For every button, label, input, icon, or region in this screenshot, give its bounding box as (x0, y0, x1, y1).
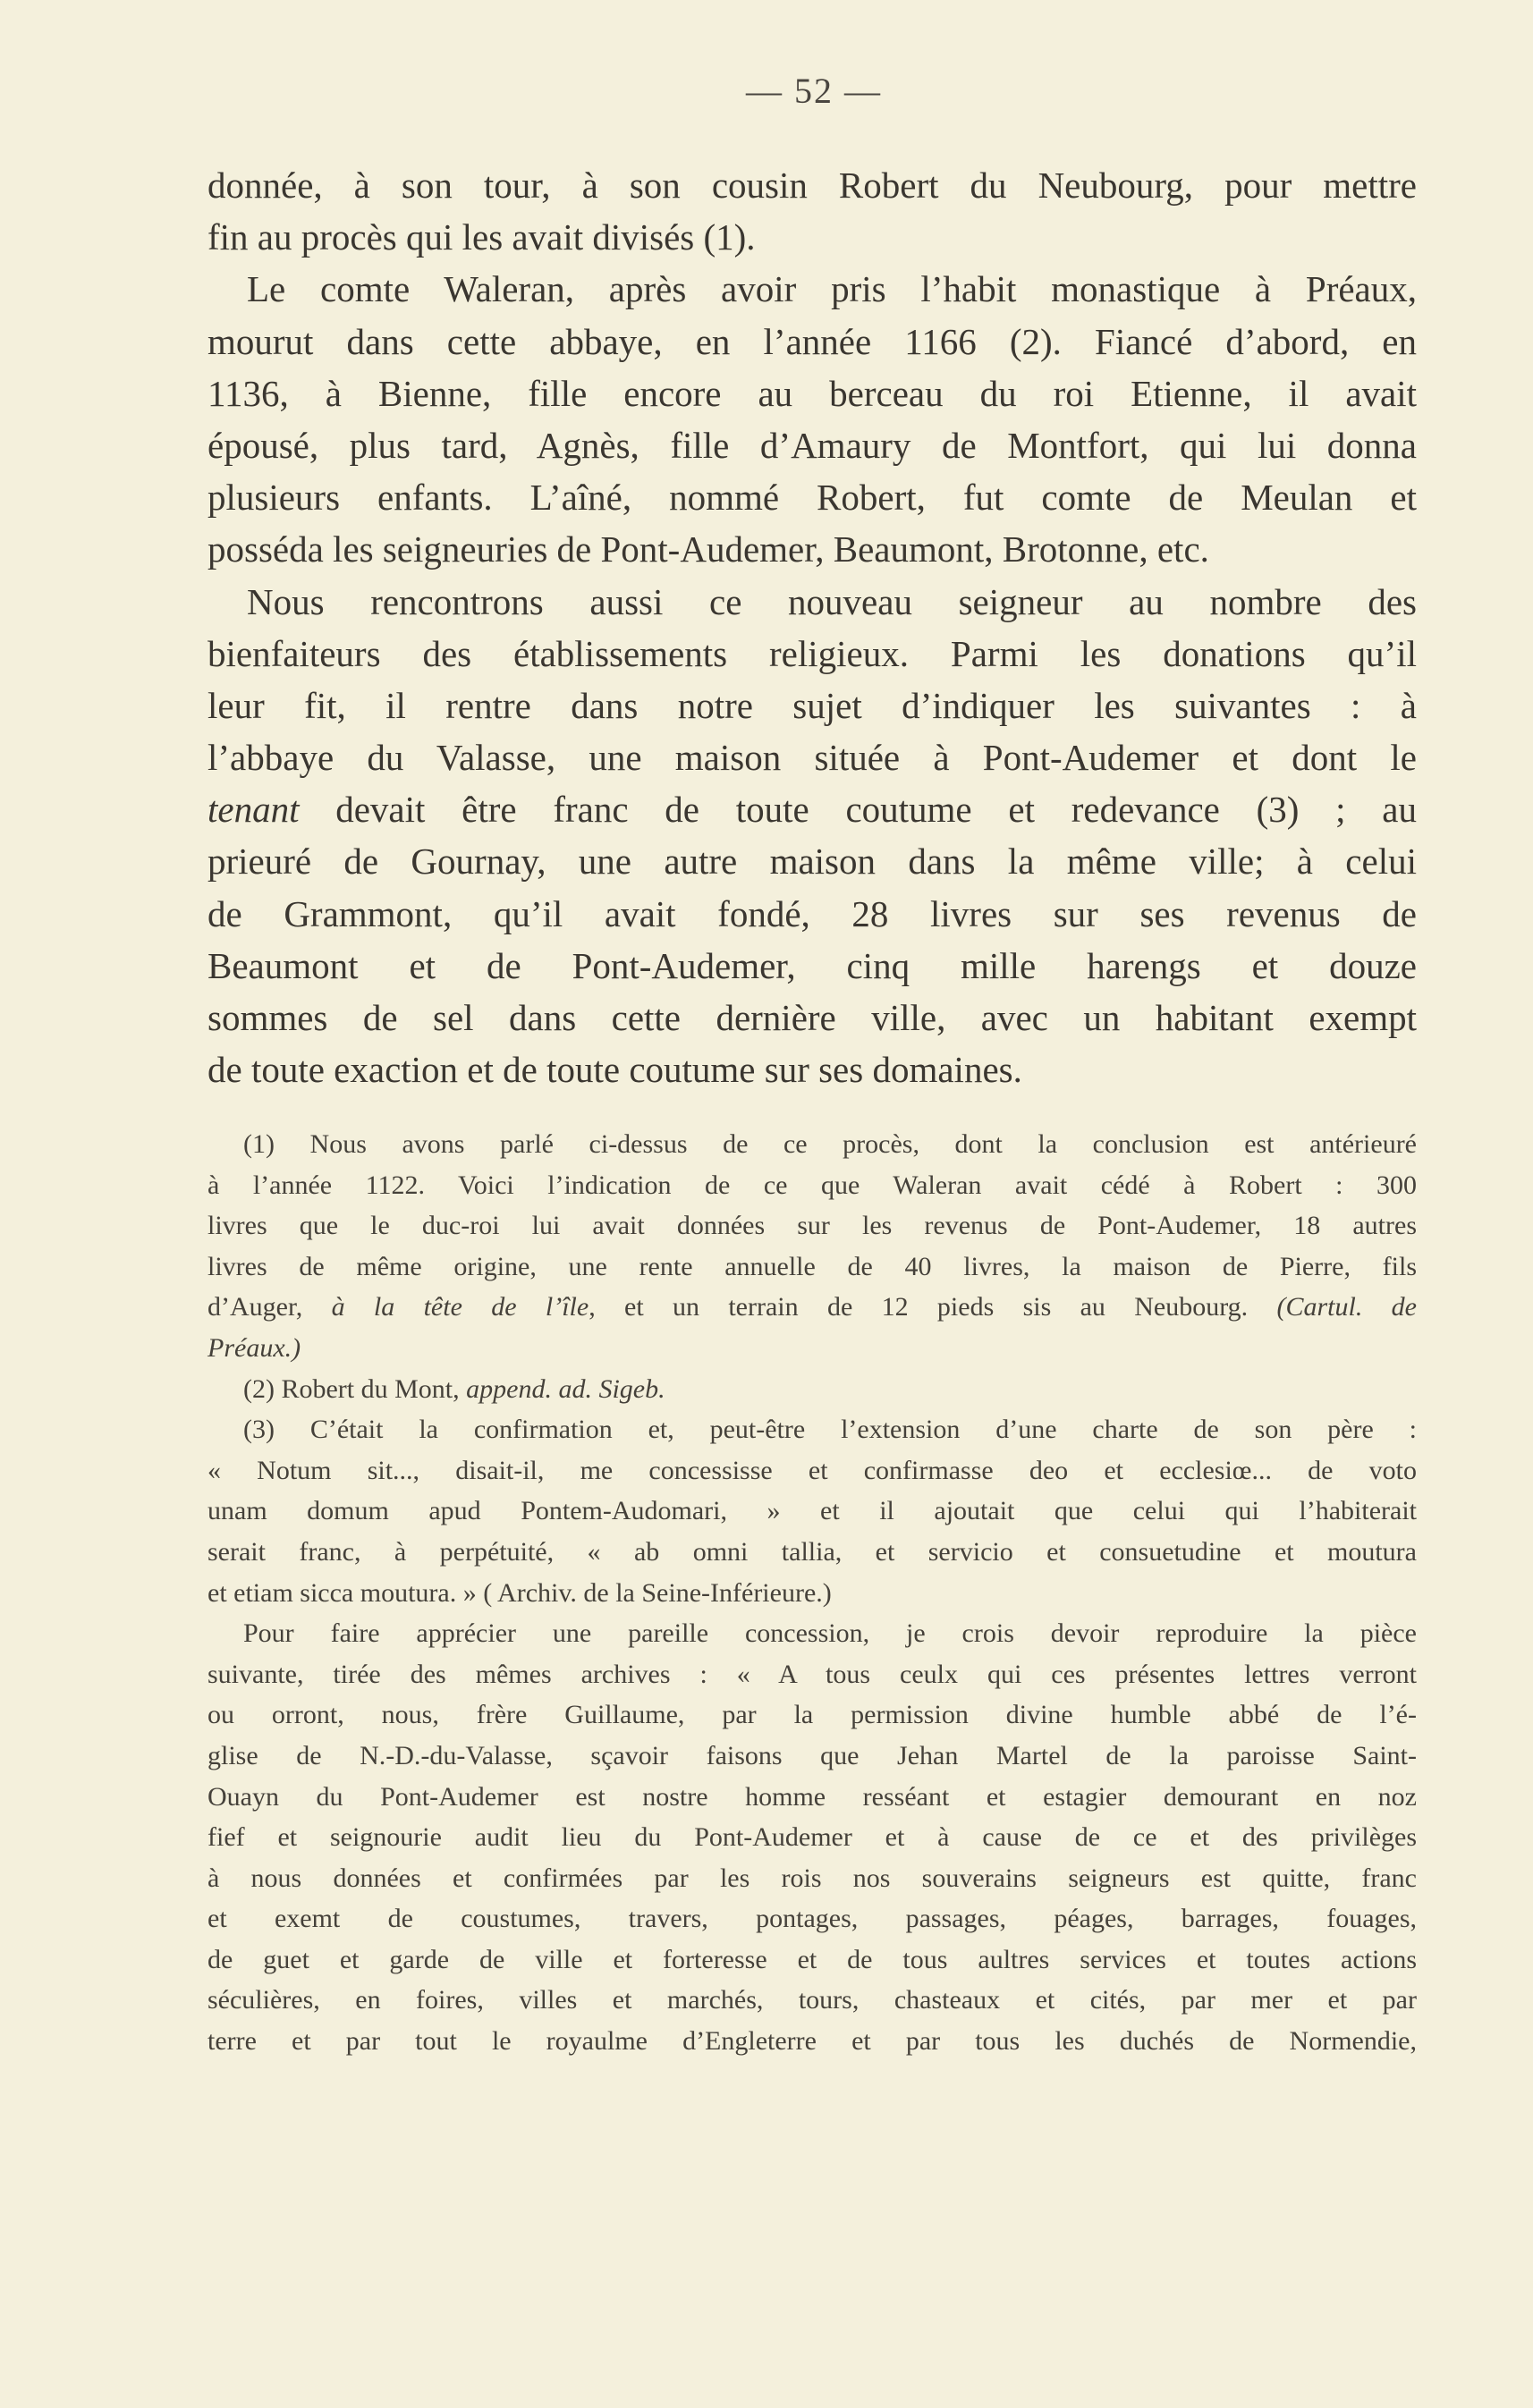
page-number: — 52 — (746, 71, 882, 111)
text-segment: l’abbaye du Valasse, une maison située à Pont-Audemer et dont le (208, 737, 1417, 779)
footnote-line (208, 1165, 1417, 1206)
text-segment: serait franc, à perpétuité, « ab omni tallia, et servicio et consuetudine et moutura (208, 1536, 1417, 1567)
text-segment: Le comte Waleran, après avoir pris l’habit monastique à Préaux, (247, 268, 1417, 310)
footnote-line (208, 2021, 1417, 2062)
footnote-line (208, 1817, 1417, 1858)
text-segment: à nous données et confirmées par les rois nos souverains seigneurs est quitte, franc (208, 1863, 1417, 1893)
text-segment: unam domum apud Pontem-Audomari, » et il ajoutait que celui qui l’habiterait (208, 1496, 1417, 1526)
italic-text: (Cartul. de (1276, 1292, 1417, 1322)
footnote-line (208, 1328, 1417, 1369)
text-segment: et exemt de coustumes, travers, pontages, passages, péages, barrages, fouages, (208, 1904, 1417, 1934)
footnote-line (208, 1450, 1417, 1491)
text-segment: « Notum sit..., disait-il, me concessisse et confirmasse deo et ecclesiœ... de voto (208, 1455, 1417, 1485)
text-line (208, 888, 1417, 940)
main-text (208, 159, 1417, 1095)
footnote-line (208, 1491, 1417, 1532)
footnote-line (208, 1409, 1417, 1450)
text-segment: suivante, tirée des mêmes archives : « A tous ceulx qui ces présentes lettres verront (208, 1659, 1417, 1689)
text-segment: sommes de sel dans cette dernière ville, avec un habitant exempt (208, 997, 1417, 1038)
text-segment: fief et seignourie audit lieu du Pont-Audemer et à cause de ce et des privilèges (208, 1822, 1417, 1853)
text-line (208, 835, 1417, 887)
footnote-line (208, 1124, 1417, 1165)
text-segment: ou orront, nous, frère Guillaume, par la permission divine humble abbé de l’é- (208, 1700, 1417, 1730)
text-segment: 1136, à Bienne, fille encore au berceau du roi Etienne, il avait (208, 372, 1417, 414)
footnote-line (208, 1939, 1417, 1981)
text-line (208, 680, 1417, 731)
footnote-line (208, 1369, 1417, 1410)
text-segment: (1) Nous avons parlé ci-dessus de ce procès, dont la conclusion est antérieuré (243, 1129, 1417, 1159)
text-line (208, 731, 1417, 783)
text-segment: livres que le duc-roi lui avait données sur les revenus de Pont-Audemer, 18 autres (208, 1211, 1417, 1241)
footnote-line (208, 1654, 1417, 1695)
footnote-line (208, 1777, 1417, 1818)
text-segment: Pour faire apprécier une pareille concession, je crois devoir reproduire la pièce (243, 1618, 1417, 1649)
text-segment: à l’année 1122. Voici l’indication de ce que Waleran avait cédé à Robert : 300 (208, 1170, 1417, 1200)
text-line (208, 368, 1417, 419)
italic-text: à la tête de l’île (331, 1292, 589, 1322)
text-segment: bienfaiteurs des établissements religieux. Parmi les donations qu’il (208, 632, 1417, 674)
italic-text: tenant (208, 789, 300, 831)
text-line (208, 1043, 1417, 1095)
text-segment: d’Auger, (208, 1292, 332, 1322)
footnote-line (208, 1694, 1417, 1736)
text-segment: et etiam sicca moutura. » ( Archiv. de la Seine-Inférieure.) (208, 1577, 832, 1608)
text-segment: de toute exaction et de toute coutume sur ses domaines. (208, 1049, 1022, 1091)
italic-text: append. ad. Sigeb. (466, 1373, 665, 1404)
text-line (208, 628, 1417, 680)
text-segment: (2) Robert du Mont, (243, 1373, 467, 1404)
text-segment: épousé, plus tard, Agnès, fille d’Amaury de Montfort, qui lui donna (208, 424, 1417, 466)
text-segment: livres de même origine, une rente annuelle de 40 livres, la maison de Pierre, fils (208, 1251, 1417, 1281)
text-segment: donnée, à son tour, à son cousin Robert du Neubourg, pour mettre (208, 165, 1417, 206)
footnote-line (208, 1898, 1417, 1939)
text-segment: leur fit, il rentre dans notre sujet d’indiquer les suivantes : à (208, 684, 1417, 726)
text-line (208, 211, 1417, 263)
text-segment: Ouayn du Pont-Audemer est nostre homme resséant et estagier demourant en noz (208, 1781, 1417, 1812)
text-line (208, 316, 1417, 368)
footnote-line (208, 1980, 1417, 2021)
footnote-line (208, 1246, 1417, 1288)
text-segment: Nous rencontrons aussi ce nouveau seigneur au nombre des (247, 580, 1417, 622)
text-segment: de guet et garde de ville et forteresse et de tous aultres services et toutes actions (208, 1944, 1417, 1974)
text-segment: devait être franc de toute coutume et redevance (3) ; au (299, 789, 1417, 831)
text-segment: prieuré de Gournay, une autre maison dans la même ville; à celui (208, 841, 1417, 883)
italic-text: Préaux.) (208, 1332, 301, 1363)
footnote-line (208, 1205, 1417, 1246)
text-segment: posséda les seigneuries de Pont-Audemer, Beaumont, Brotonne, etc. (208, 528, 1209, 570)
text-line (208, 940, 1417, 992)
footnote-line (208, 1287, 1417, 1328)
footnotes (208, 1124, 1417, 2062)
text-segment: (3) C’était la confirmation et, peut-être l’extension d’une charte de son père : (243, 1415, 1417, 1445)
footnote-line (208, 1532, 1417, 1573)
text-line (208, 523, 1417, 575)
text-line (208, 783, 1417, 835)
text-segment: Beaumont et de Pont-Audemer, cinq mille harengs et douze (208, 944, 1417, 986)
text-segment: fin au procès qui les avait divisés (1). (208, 216, 756, 258)
footnote-line (208, 1736, 1417, 1777)
text-line (208, 159, 1417, 211)
text-segment: mourut dans cette abbaye, en l’année 1166 (2). Fiancé d’abord, en (208, 320, 1417, 362)
text-line (208, 576, 1417, 628)
text-line (208, 419, 1417, 471)
text-segment: de Grammont, qu’il avait fondé, 28 livres sur ses revenus de (208, 892, 1417, 934)
text-line (208, 263, 1417, 315)
footnote-line (208, 1573, 1417, 1614)
text-segment: glise de N.-D.-du-Valasse, sçavoir faisons que Jehan Martel de la paroisse Saint- (208, 1740, 1417, 1770)
text-segment: plusieurs enfants. L’aîné, nommé Robert, fut comte de Meulan et (208, 477, 1417, 519)
footnote-line (208, 1613, 1417, 1654)
footnote-line (208, 1858, 1417, 1899)
text-segment: , et un terrain de 12 pieds sis au Neubourg. (589, 1292, 1277, 1322)
text-segment: séculières, en foires, villes et marchés, tours, chasteaux et cités, par mer et par (208, 1985, 1417, 2015)
text-line (208, 992, 1417, 1043)
text-line (208, 471, 1417, 523)
text-segment: terre et par tout le royaulme d’Engleterre et par tous les duchés de Normendie, (208, 2026, 1417, 2057)
